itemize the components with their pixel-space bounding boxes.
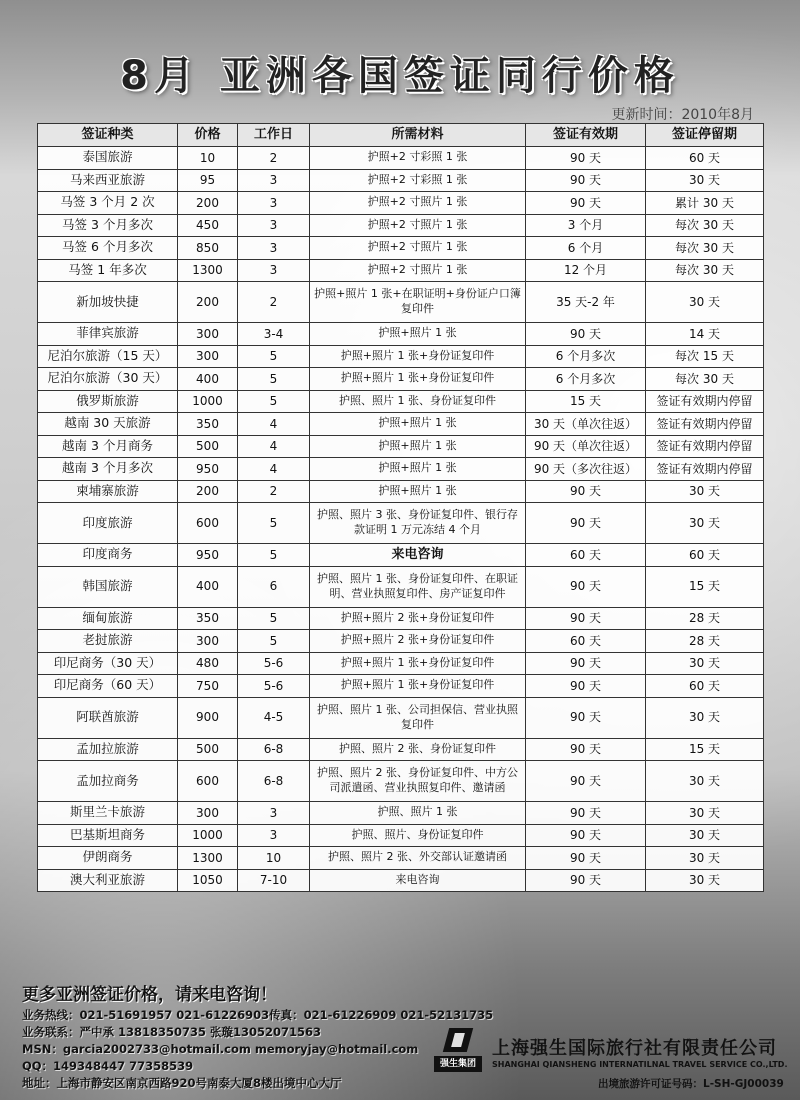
table-row [38,652,764,675]
visa-type-cell: 尼泊尔旅游（15 天） [38,345,178,368]
header-workdays: 工作日 [238,124,310,147]
stay-cell: 30 天 [646,169,764,192]
workdays-cell: 5 [238,544,310,567]
validity-cell: 90 天 [526,738,646,761]
workdays-cell: 2 [238,147,310,170]
update-time: 更新时间：2010年8月 [611,107,754,123]
materials-cell: 护照+照片 1 张+身份证复印件 [310,652,526,675]
price-cell: 450 [178,214,238,237]
table-row [38,761,764,802]
stay-cell: 15 天 [646,738,764,761]
workdays-cell: 3 [238,824,310,847]
price-cell: 350 [178,607,238,630]
stay-cell: 30 天 [646,869,764,892]
visa-type-cell: 越南 3 个月多次 [38,458,178,481]
validity-cell: 6 个月多次 [526,345,646,368]
materials-cell: 护照、照片 2 张、身份证复印件、中方公司派遣函、营业执照复印件、邀请函 [310,761,526,802]
price-cell: 850 [178,237,238,260]
visa-type-cell: 马签 3 个月多次 [38,214,178,237]
validity-cell: 90 天 [526,147,646,170]
price-cell: 480 [178,652,238,675]
visa-type-cell: 马签 1 年多次 [38,259,178,282]
price-cell: 300 [178,802,238,825]
validity-cell: 90 天 [526,566,646,607]
table-header-row [38,124,764,147]
visa-type-cell: 越南 3 个月商务 [38,435,178,458]
stay-cell: 累计 30 天 [646,192,764,215]
materials-cell: 护照、照片 2 张、外交部认证邀请函 [310,847,526,870]
price-cell: 10 [178,147,238,170]
price-cell: 1050 [178,869,238,892]
materials-cell: 护照、照片、身份证复印件 [310,824,526,847]
workdays-cell: 5 [238,390,310,413]
price-cell: 95 [178,169,238,192]
validity-cell: 90 天 [526,169,646,192]
price-cell: 200 [178,480,238,503]
price-cell: 1300 [178,259,238,282]
stay-cell: 30 天 [646,652,764,675]
stay-cell: 签证有效期内停留 [646,435,764,458]
price-cell: 600 [178,503,238,544]
table-row [38,282,764,323]
page-title: 8月 亚洲各国签证同行价格 [120,53,680,99]
validity-cell: 90 天（多次往返） [526,458,646,481]
workdays-cell: 6-8 [238,761,310,802]
visa-type-cell: 老挝旅游 [38,630,178,653]
stay-cell: 30 天 [646,802,764,825]
workdays-cell: 2 [238,480,310,503]
table-row [38,237,764,260]
workdays-cell: 5 [238,368,310,391]
validity-cell: 90 天 [526,697,646,738]
stay-cell: 28 天 [646,607,764,630]
materials-cell: 护照+2 寸照片 1 张 [310,214,526,237]
materials-cell: 护照+照片 2 张+身份证复印件 [310,607,526,630]
table-row [38,847,764,870]
logo-label: 强生集团 [434,1056,482,1072]
table-row [38,458,764,481]
workdays-cell: 5 [238,607,310,630]
table-row [38,869,764,892]
workdays-cell: 4 [238,413,310,436]
table-row [38,345,764,368]
contacts-text: 业务联系：严中承 13818350735 张璇13052071563 [22,1025,322,1039]
materials-cell: 护照+照片 1 张 [310,480,526,503]
validity-cell: 6 个月 [526,237,646,260]
materials-cell: 护照+2 寸彩照 1 张 [310,147,526,170]
header-visa-type: 签证种类 [38,124,178,147]
table-row [38,566,764,607]
workdays-cell: 3 [238,192,310,215]
materials-cell: 护照+2 寸彩照 1 张 [310,169,526,192]
table-row [38,368,764,391]
visa-type-cell: 尼泊尔旅游（30 天） [38,368,178,391]
stay-cell: 28 天 [646,630,764,653]
table-row [38,323,764,346]
header-materials: 所需材料 [310,124,526,147]
workdays-cell: 2 [238,282,310,323]
stay-cell: 签证有效期内停留 [646,458,764,481]
table-row [38,544,764,567]
validity-cell: 90 天 [526,323,646,346]
validity-cell: 3 个月 [526,214,646,237]
header-stay: 签证停留期 [646,124,764,147]
validity-cell: 35 天-2 年 [526,282,646,323]
visa-type-cell: 俄罗斯旅游 [38,390,178,413]
price-cell: 950 [178,544,238,567]
visa-type-cell: 柬埔寨旅游 [38,480,178,503]
validity-cell: 12 个月 [526,259,646,282]
stay-cell: 签证有效期内停留 [646,390,764,413]
stay-cell: 每次 30 天 [646,259,764,282]
workdays-cell: 3-4 [238,323,310,346]
materials-cell: 护照+照片 1 张+在职证明+身份证户口簿复印件 [310,282,526,323]
stay-cell: 30 天 [646,480,764,503]
workdays-cell: 3 [238,259,310,282]
visa-type-cell: 马签 6 个月多次 [38,237,178,260]
stay-cell: 30 天 [646,761,764,802]
stay-cell: 30 天 [646,503,764,544]
price-cell: 750 [178,675,238,698]
license-number: 出境旅游许可证号码：L-SH-GJ00039 [598,1078,784,1090]
visa-type-cell: 伊朗商务 [38,847,178,870]
table-row [38,503,764,544]
workdays-cell: 4-5 [238,697,310,738]
table-row [38,607,764,630]
visa-type-cell: 印度商务 [38,544,178,567]
stay-cell: 14 天 [646,323,764,346]
workdays-cell: 5 [238,503,310,544]
visa-type-cell: 印尼商务（60 天） [38,675,178,698]
stay-cell: 60 天 [646,147,764,170]
visa-type-cell: 泰国旅游 [38,147,178,170]
msn-text: MSN：garcia2002733@hotmail.com memoryjay@hotmail.com [22,1042,419,1056]
table-row [38,413,764,436]
workdays-cell: 7-10 [238,869,310,892]
materials-cell: 来电咨询 [310,544,526,567]
materials-cell: 护照、照片 1 张 [310,802,526,825]
price-cell: 900 [178,697,238,738]
stay-cell: 30 天 [646,847,764,870]
workdays-cell: 3 [238,214,310,237]
materials-cell: 护照、照片 1 张、身份证复印件、在职证明、营业执照复印件、房产证复印件 [310,566,526,607]
materials-cell: 护照、照片 2 张、身份证复印件 [310,738,526,761]
logo-mark-icon [443,1028,473,1052]
materials-cell: 护照+2 寸照片 1 张 [310,237,526,260]
validity-cell: 60 天 [526,630,646,653]
validity-cell: 90 天 [526,652,646,675]
validity-cell: 90 天 [526,847,646,870]
validity-cell: 90 天 [526,480,646,503]
hotline-text: 业务热线：021-51691957 021-61226903传真：021-61226909 021-52131735 [22,1008,494,1022]
materials-cell: 护照+照片 1 张 [310,435,526,458]
table-row [38,435,764,458]
table-row [38,169,764,192]
visa-type-cell: 印度旅游 [38,503,178,544]
visa-type-cell: 阿联酋旅游 [38,697,178,738]
materials-cell: 护照+照片 1 张 [310,323,526,346]
validity-cell: 90 天（单次往返） [526,435,646,458]
workdays-cell: 5 [238,630,310,653]
materials-cell: 护照+照片 1 张+身份证复印件 [310,368,526,391]
stay-cell: 60 天 [646,675,764,698]
table-row [38,147,764,170]
materials-cell: 护照+照片 1 张+身份证复印件 [310,675,526,698]
table-row [38,192,764,215]
visa-type-cell: 孟加拉商务 [38,761,178,802]
table-row [38,480,764,503]
materials-cell: 护照+照片 1 张 [310,413,526,436]
table-row [38,824,764,847]
workdays-cell: 5-6 [238,675,310,698]
workdays-cell: 4 [238,458,310,481]
price-cell: 600 [178,761,238,802]
workdays-cell: 5-6 [238,652,310,675]
price-cell: 300 [178,345,238,368]
workdays-cell: 3 [238,169,310,192]
visa-price-table [37,123,764,892]
workdays-cell: 10 [238,847,310,870]
company-logo [434,1028,482,1074]
qq-text: QQ：149348447 77358539 [22,1059,194,1073]
table-row [38,802,764,825]
price-cell: 1300 [178,847,238,870]
price-cell: 1000 [178,390,238,413]
company-name-en: SHANGHAI QIANSHENG INTERNATILNAL TRAVEL SERVICE CO.,LTD. [492,1060,788,1069]
header-price: 价格 [178,124,238,147]
visa-type-cell: 马来西亚旅游 [38,169,178,192]
materials-cell: 护照+2 寸照片 1 张 [310,259,526,282]
materials-cell: 护照+照片 1 张+身份证复印件 [310,345,526,368]
table-row [38,738,764,761]
stay-cell: 15 天 [646,566,764,607]
validity-cell: 90 天 [526,824,646,847]
materials-cell: 护照、照片 3 张、身份证复印件、银行存款证明 1 万元冻结 4 个月 [310,503,526,544]
stay-cell: 30 天 [646,697,764,738]
visa-type-cell: 印尼商务（30 天） [38,652,178,675]
visa-type-cell: 澳大利亚旅游 [38,869,178,892]
address-text: 地址：上海市静安区南京西路920号南泰大厦8楼出境中心大厅 [22,1076,342,1090]
stay-cell: 签证有效期内停留 [646,413,764,436]
materials-cell: 护照、照片 1 张、身份证复印件 [310,390,526,413]
materials-cell: 护照+照片 2 张+身份证复印件 [310,630,526,653]
price-cell: 950 [178,458,238,481]
table-row [38,675,764,698]
validity-cell: 90 天 [526,802,646,825]
validity-cell: 30 天（单次往返） [526,413,646,436]
table-row [38,214,764,237]
stay-cell: 30 天 [646,282,764,323]
table-row [38,697,764,738]
validity-cell: 90 天 [526,675,646,698]
visa-type-cell: 斯里兰卡旅游 [38,802,178,825]
table-row [38,630,764,653]
visa-type-cell: 缅甸旅游 [38,607,178,630]
visa-type-cell: 新加坡快捷 [38,282,178,323]
stay-cell: 每次 30 天 [646,368,764,391]
validity-cell: 90 天 [526,503,646,544]
visa-type-cell: 马签 3 个月 2 次 [38,192,178,215]
materials-cell: 护照+2 寸照片 1 张 [310,192,526,215]
stay-cell: 每次 30 天 [646,214,764,237]
validity-cell: 90 天 [526,761,646,802]
validity-cell: 90 天 [526,869,646,892]
stay-cell: 60 天 [646,544,764,567]
validity-cell: 90 天 [526,607,646,630]
visa-type-cell: 孟加拉旅游 [38,738,178,761]
visa-type-cell: 巴基斯坦商务 [38,824,178,847]
visa-type-cell: 越南 30 天旅游 [38,413,178,436]
company-name-cn: 上海强生国际旅行社有限责任公司 [492,1038,777,1059]
stay-cell: 每次 30 天 [646,237,764,260]
workdays-cell: 6-8 [238,738,310,761]
visa-type-cell: 韩国旅游 [38,566,178,607]
validity-cell: 6 个月多次 [526,368,646,391]
stay-cell: 30 天 [646,824,764,847]
materials-cell: 来电咨询 [310,869,526,892]
price-cell: 500 [178,738,238,761]
workdays-cell: 5 [238,345,310,368]
price-cell: 300 [178,630,238,653]
materials-cell: 护照+照片 1 张 [310,458,526,481]
price-cell: 500 [178,435,238,458]
workdays-cell: 3 [238,237,310,260]
price-cell: 1000 [178,824,238,847]
visa-type-cell: 菲律宾旅游 [38,323,178,346]
workdays-cell: 3 [238,802,310,825]
validity-cell: 60 天 [526,544,646,567]
price-cell: 200 [178,192,238,215]
price-cell: 200 [178,282,238,323]
validity-cell: 15 天 [526,390,646,413]
stay-cell: 每次 15 天 [646,345,764,368]
table-row [38,259,764,282]
price-cell: 350 [178,413,238,436]
workdays-cell: 4 [238,435,310,458]
price-cell: 400 [178,368,238,391]
header-validity: 签证有效期 [526,124,646,147]
materials-cell: 护照、照片 1 张、公司担保信、营业执照复印件 [310,697,526,738]
validity-cell: 90 天 [526,192,646,215]
footer-headline: 更多亚洲签证价格，请来电咨询！ [22,985,277,1005]
table-body [38,147,764,892]
table-row [38,390,764,413]
price-cell: 300 [178,323,238,346]
price-cell: 400 [178,566,238,607]
workdays-cell: 6 [238,566,310,607]
